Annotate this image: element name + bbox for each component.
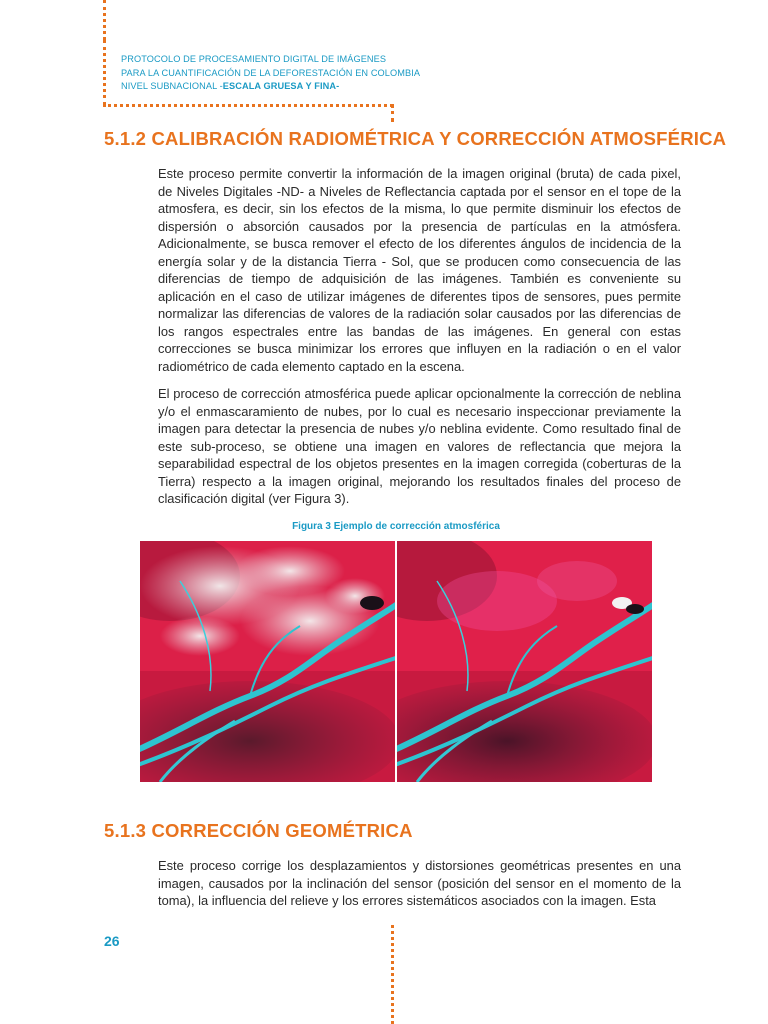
header-line-2: PARA LA CUANTIFICACIÓN DE LA DEFORESTACIÓN EN COLOMBIA <box>121 67 421 78</box>
section-5-1-2-paragraph-2: El proceso de corrección atmosférica puede aplicar opcionalmente la corrección de neblina y/o el enmascaramiento de nubes, por lo cual es necesario inspeccionar previamente la imagen para detectar la presencia de nubes y/o neblina evidente. Como resultado final de este sub-proceso, se obtiene una imagen en valores de reflectancia que mejora la separabilidad espectral de los objetos presentes en la imagen corregida (coberturas de la Tierra) respecto a la imagen original, mejorando los resultados finales del proceso de clasificación digital (ver Figura 3). <box>158 386 681 506</box>
header-dotted-line <box>391 104 394 122</box>
figure-caption: Figura 3 Ejemplo de corrección atmosférica <box>292 521 500 532</box>
satellite-image-original <box>140 541 395 782</box>
header-dotted-line <box>103 0 106 40</box>
running-header <box>121 53 420 94</box>
header-dotted-line <box>103 40 106 105</box>
section-title-5-1-3: 5.1.3 CORRECCIÓN GEOMÉTRICA <box>104 820 413 841</box>
figure-3 <box>140 541 652 782</box>
section-title-5-1-2: 5.1.2 CALIBRACIÓN RADIOMÉTRICA Y CORRECCIÓN ATMOSFÉRICA <box>104 128 727 149</box>
page-number: 26 <box>104 933 120 949</box>
header-line-3: NIVEL SUBNACIONAL -ESCALA GRUESA Y FINA- <box>121 81 340 91</box>
header-line-1: PROTOCOLO DE PROCESAMIENTO DIGITAL DE IMÁGENES <box>121 54 387 64</box>
section-5-1-3-paragraph-1: Este proceso corrige los desplazamientos y distorsiones geométricas presentes en una imagen, causados por la inclinación del sensor (posición del sensor en el momento de la toma), la influencia del relieve y los errores sistemáticos asociados con la imagen. Esta <box>158 858 681 908</box>
footer-dotted-line <box>391 925 394 1024</box>
section-5-1-2-paragraph-1: Este proceso permite convertir la información de la imagen original (bruta) de cada pixel, de Niveles Digitales -ND- a Niveles de Reflectancia captada por el sensor en el tope de la atmosfera, es decir, sin los efectos de la misma, lo que permite disminuir los efectos de dispersión o absorción causados por la presencia de partículas en la atmósfera. Adicionalmente, se busca remover el efecto de los diferentes ángulos de incidencia de la energía solar y de la distancia Tierra - Sol, que se producen como consecuencia de las diferencias de tiempo de adquisición de las imágenes. También es conveniente su aplicación en el caso de utilizar imágenes de diferentes tipos de sensores, pues permite normalizar las diferencias de valores de la radiación solar causados por las diferencias de los rangos espectrales entre las bandas de las imágenes. En general con estas correcciones se busca minimizar los errores que influyen en la radiación o en el valor radiométrico de cada elemento captado en la escena. <box>158 166 681 374</box>
header-dotted-rule <box>103 104 393 107</box>
satellite-image-corrected <box>397 541 652 782</box>
